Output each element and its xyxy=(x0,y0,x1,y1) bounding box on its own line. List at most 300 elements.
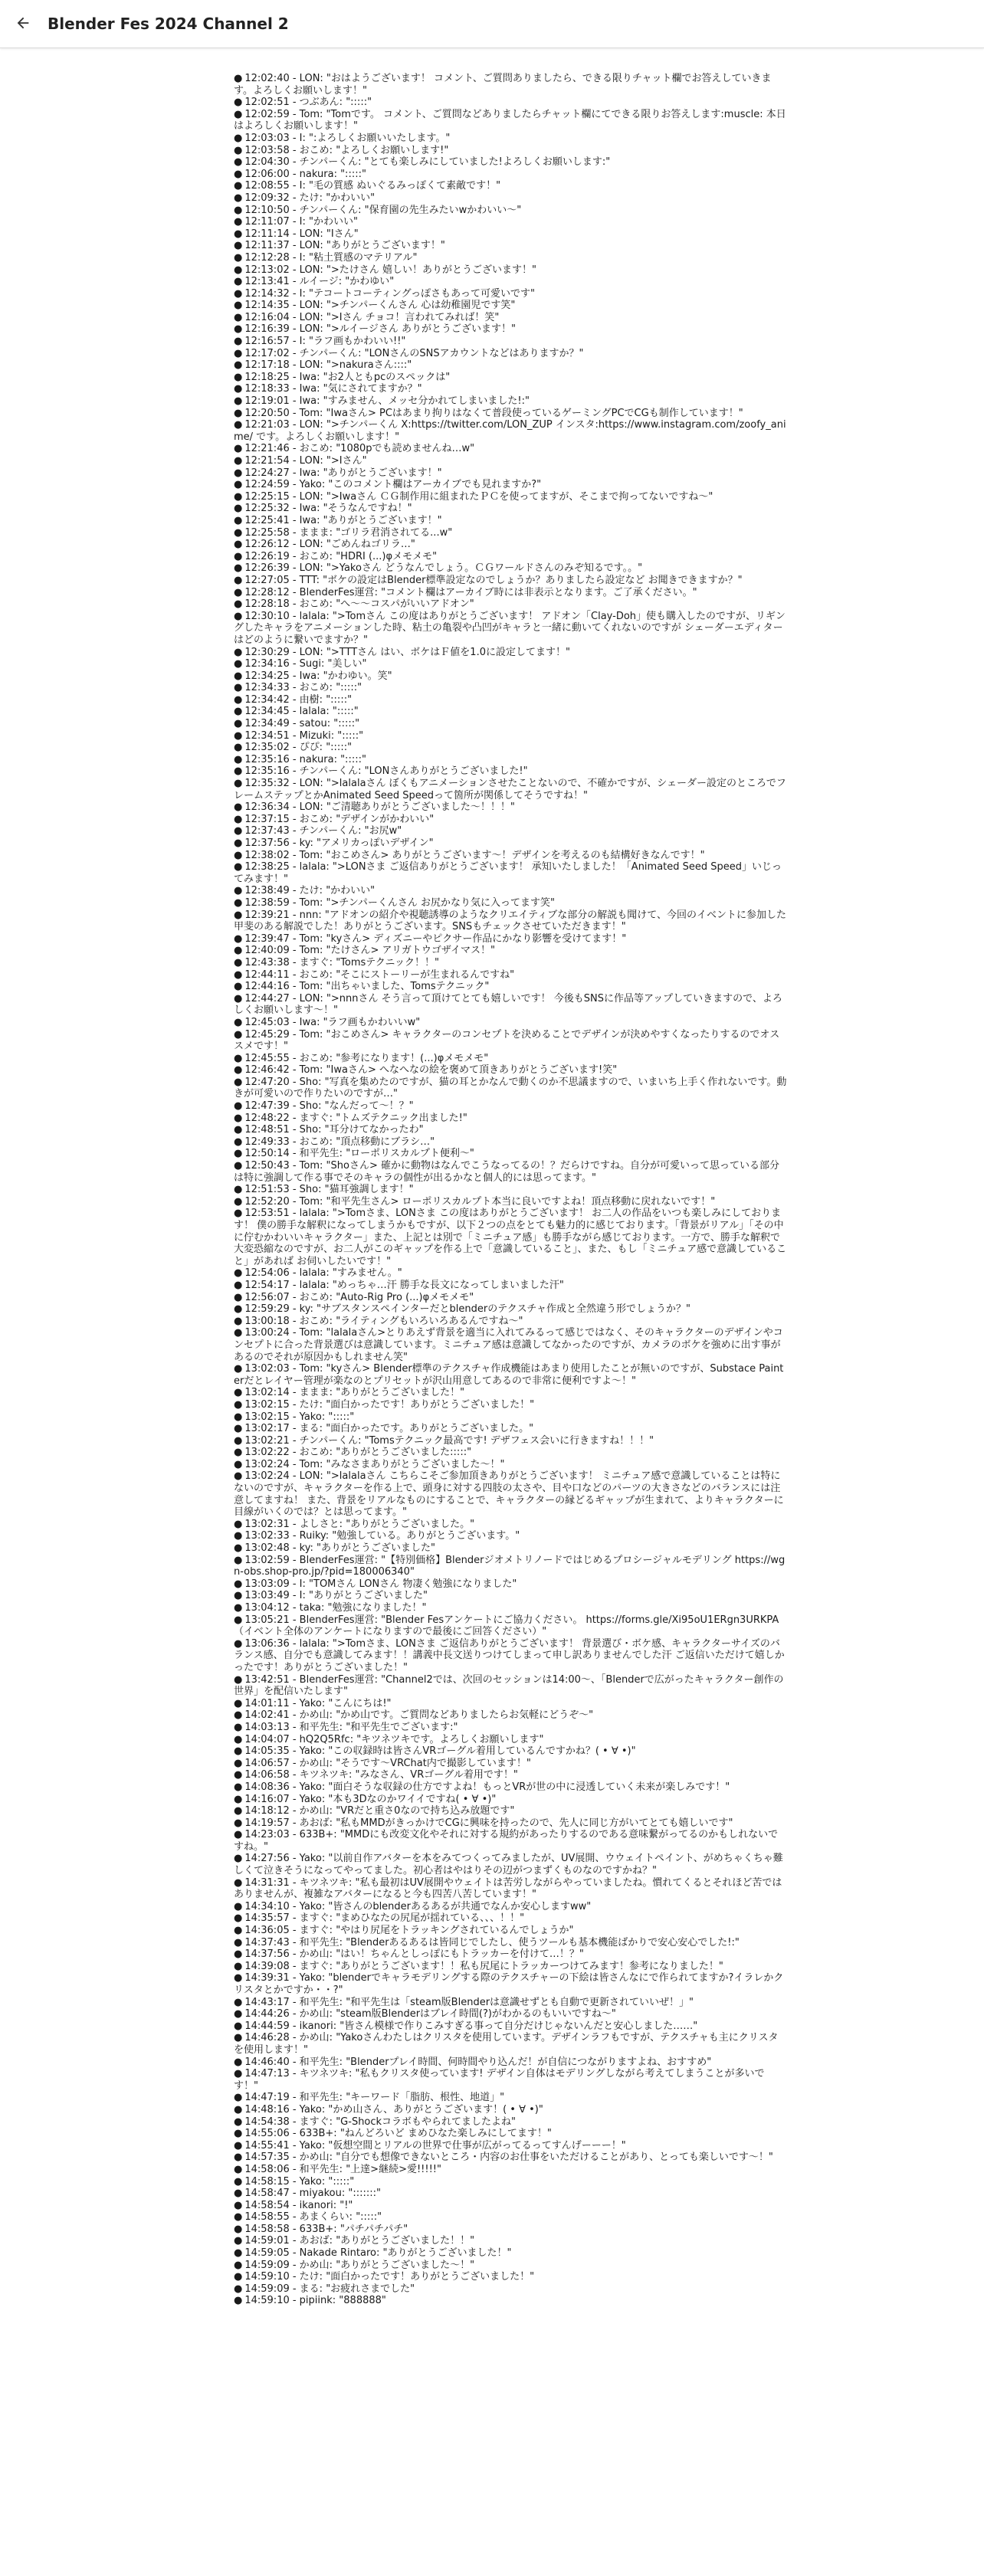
chat-message xyxy=(234,372,787,384)
chat-message-text: 14:01:11 - Yako: "こんにちは!" xyxy=(244,1697,392,1709)
bullet-icon: ● xyxy=(234,347,243,359)
bullet-icon: ● xyxy=(234,2247,243,2260)
chat-message xyxy=(234,933,787,946)
bullet-icon: ● xyxy=(234,2188,243,2200)
chat-message xyxy=(234,1411,787,1424)
chat-message-text: 14:04:07 - hQ2Q5Rfc: "キツネツキです。よろしくお願いします" xyxy=(244,1733,544,1745)
chat-message-text: 13:05:21 - BlenderFes運営: "Blender Fesアンケートにご協力ください。 https://forms.gle/Xi95oU1ERgn3URKPA （イベント全体のアンケートになりますので最後にご回答ください）" xyxy=(234,1614,779,1638)
chat-message xyxy=(234,1303,787,1316)
bullet-icon: ● xyxy=(234,1208,243,1220)
bullet-icon: ● xyxy=(234,2152,243,2164)
chat-message xyxy=(234,587,787,599)
bullet-icon: ● xyxy=(234,1291,243,1303)
chat-message xyxy=(234,1829,787,1853)
chat-message xyxy=(234,300,787,312)
chat-message-text: 12:20:50 - Tom: "Iwaさん> PCはあまり拘りはなくて普段使っているゲーミングPCでCGも制作しています！" xyxy=(244,407,743,419)
chat-message xyxy=(234,180,787,192)
chat-message xyxy=(234,2283,787,2296)
chat-message-text: 14:55:06 - 633B+: "ねんどろいど まめひなた楽しみにしてます！" xyxy=(244,2128,552,2140)
chat-message xyxy=(234,1602,787,1614)
chat-message-text: 12:17:18 - LON: ">nakuraさん::::" xyxy=(244,359,412,372)
chat-message-text: 13:04:12 - taka: "勉強になりました！" xyxy=(244,1602,427,1614)
bullet-icon: ● xyxy=(234,1900,243,1912)
chat-message xyxy=(234,2152,787,2164)
chat-message-text: 12:21:46 - おこめ: "1080pでも読めませんね…w" xyxy=(244,443,475,455)
bullet-icon: ● xyxy=(234,646,243,658)
back-button[interactable] xyxy=(8,8,38,39)
chat-message-text: 12:17:02 - チンパーくん: "LONさんのSNSアカウントなどはありますか？" xyxy=(244,347,584,359)
chat-message xyxy=(234,1937,787,1949)
chat-message-text: 13:02:15 - たけ: "面白かったです！ありがとうございました！" xyxy=(244,1398,535,1411)
chat-message xyxy=(234,479,787,491)
chat-message xyxy=(234,1698,787,1710)
bullet-icon: ● xyxy=(234,885,243,897)
chat-message-text: 12:44:16 - Tom: "出ちゃいました、Tomsテクニック" xyxy=(244,981,490,993)
chat-message xyxy=(234,1877,787,1901)
bullet-icon: ● xyxy=(234,1697,243,1709)
bullet-icon: ● xyxy=(234,1733,243,1745)
bullet-icon: ● xyxy=(234,765,243,778)
bullet-icon: ● xyxy=(234,2056,243,2068)
bullet-icon: ● xyxy=(234,586,243,598)
chat-message-text: 13:02:03 - Tom: "kyさん> Blender標準のテクスチャ作成機能はあまり使用したことが無いのですが、Substace Painterだとレイヤー管理が楽なのとプリセットが沢山用意してあるので非常に便利ですよ〜！" xyxy=(234,1363,784,1387)
chat-message xyxy=(234,1470,787,1518)
chat-message-text: 12:52:20 - Tom: "和平先生さん> ローポリスカルプト本当に良いですよね！頂点移動に戻れないです！" xyxy=(244,1195,716,1208)
bullet-icon: ● xyxy=(234,228,243,240)
bullet-icon: ● xyxy=(234,896,243,909)
bullet-icon: ● xyxy=(234,968,243,981)
bullet-icon: ● xyxy=(234,2259,243,2271)
bullet-icon: ● xyxy=(234,2020,243,2032)
chat-message xyxy=(234,1638,787,1674)
bullet-icon: ● xyxy=(234,849,243,861)
bullet-icon: ● xyxy=(234,981,243,993)
chat-message-text: 14:35:57 - ますぐ: "まめひなたの尻尾が揺れている、、、！！" xyxy=(244,1912,525,1925)
chat-message-text: 14:58:15 - Yako: ":::::" xyxy=(244,2175,355,2188)
bullet-icon: ● xyxy=(234,1960,243,1972)
bullet-icon: ● xyxy=(234,1853,243,1865)
bullet-icon: ● xyxy=(234,514,243,526)
chat-message xyxy=(234,1100,787,1113)
bullet-icon: ● xyxy=(234,73,243,84)
chat-message-text: 12:35:02 - ぴぴ: ":::::" xyxy=(244,742,353,754)
bullet-icon: ● xyxy=(234,2163,243,2175)
chat-message xyxy=(234,1853,787,1876)
bullet-icon: ● xyxy=(234,1793,243,1805)
chat-message-text: 12:34:49 - satou: ":::::" xyxy=(244,718,360,730)
bullet-icon: ● xyxy=(234,658,243,670)
chat-message-text: 12:38:49 - たけ: "かわいい" xyxy=(244,885,376,897)
chat-message-text: 12:39:21 - nnn: "アドオンの紹介や視聴誘導のようなクリエイティブな部分の解説も聞けて、今回のイベントに参加した甲斐のある解説でした！ありがとうございます。SNSもチェックさせていただきます！" xyxy=(234,909,786,933)
bullet-icon: ● xyxy=(234,395,243,408)
bullet-icon: ● xyxy=(234,1554,243,1566)
chat-message-text: 14:23:03 - 633B+: "MMDにも改変文化やそれに対する規約があったりするのである意味繋がってるのかもしれないですね。" xyxy=(234,1829,779,1853)
chat-message-text: 12:11:37 - LON: "ありがとうございます！" xyxy=(244,240,445,252)
chat-message xyxy=(234,598,787,611)
chat-message-text: 14:44:59 - ikanori: "皆さん模様で作りこみすぎる事って自分だけじゃないんだと安心しました……" xyxy=(244,2020,698,2032)
arrow-left-icon xyxy=(15,15,31,34)
chat-message xyxy=(234,611,787,647)
chat-message-text: 14:58:58 - 633B+: "パチパチパチ" xyxy=(244,2223,408,2235)
chat-message xyxy=(234,192,787,205)
bullet-icon: ● xyxy=(234,1721,243,1733)
chat-message xyxy=(234,1530,787,1542)
chat-message xyxy=(234,861,787,885)
chat-message xyxy=(234,2247,787,2260)
chat-message xyxy=(234,1280,787,1292)
bullet-icon: ● xyxy=(234,455,243,467)
chat-message-text: 12:03:58 - おこめ: "よろしくお願いします!" xyxy=(244,144,449,156)
chat-message xyxy=(234,1555,787,1578)
top-bar xyxy=(0,0,984,48)
chat-message xyxy=(234,1972,787,1996)
chat-message xyxy=(234,1208,787,1267)
chat-message xyxy=(234,359,787,372)
bullet-icon: ● xyxy=(234,1363,243,1375)
chat-message xyxy=(234,1901,787,1913)
chat-message xyxy=(234,1709,787,1722)
bullet-icon: ● xyxy=(234,359,243,372)
bullet-icon: ● xyxy=(234,1948,243,1961)
chat-message xyxy=(234,1758,787,1770)
chat-message-text: 12:49:33 - おこめ: "頂点移動にブラシ…" xyxy=(244,1136,435,1148)
chat-message xyxy=(234,216,787,228)
chat-message xyxy=(234,1542,787,1555)
chat-message-text: 14:58:06 - 和平先生: "上達>継続>愛!!!!!" xyxy=(244,2163,441,2175)
chat-message-text: 14:46:28 - かめ山: "Yakoさんわたしはクリスタを使用しています。デザインラフもですが、テクスチャも主にクリスタを使用します！" xyxy=(234,2032,779,2056)
chat-message xyxy=(234,993,787,1017)
chat-message xyxy=(234,1794,787,1806)
bullet-icon: ● xyxy=(234,2116,243,2128)
chat-message xyxy=(234,323,787,336)
bullet-icon: ● xyxy=(234,1673,243,1686)
bullet-icon: ● xyxy=(234,1184,243,1196)
chat-message-text: 12:34:42 - 由樹: ":::::" xyxy=(244,693,353,706)
chat-message xyxy=(234,2092,787,2104)
bullet-icon: ● xyxy=(234,251,243,264)
bullet-icon: ● xyxy=(234,909,243,921)
chat-message-text: 14:58:47 - miyakou: ":::::::" xyxy=(244,2188,382,2200)
chat-message-text: 12:48:22 - ますぐ: "トムズテクニック出ました!" xyxy=(244,1112,467,1124)
bullet-icon: ● xyxy=(234,2139,243,2152)
chat-message xyxy=(234,205,787,217)
chat-message-text: 14:59:01 - あおば: "ありがとうございました！！" xyxy=(244,2235,475,2247)
chat-message xyxy=(234,850,787,862)
chat-message xyxy=(234,694,787,706)
bullet-icon: ● xyxy=(234,2211,243,2224)
chat-message xyxy=(234,945,787,957)
chat-message-text: 12:34:33 - おこめ: ":::::" xyxy=(244,682,362,694)
chat-message xyxy=(234,503,787,515)
chat-message-text: 12:18:33 - Iwa: "気にされてますか？" xyxy=(244,383,422,395)
chat-message xyxy=(234,252,787,264)
bullet-icon: ● xyxy=(234,932,243,945)
chat-message-text: 12:13:02 - LON: ">たけさん 嬉しい！ありがとうございます！" xyxy=(244,264,536,276)
chat-message-text: 12:35:32 - LON: ">lalalaさん ぼくもアニメーションさせたことないので、不確かですが、シェーダー設定のところでフレームステップとかAnimated Seed Speedって箇所が関係してそうですね！" xyxy=(234,778,786,801)
bullet-icon: ● xyxy=(234,2199,243,2211)
chat-message-text: 14:36:05 - ますぐ: "やはり尻尾をトラッキングされているんでしょうか" xyxy=(244,1925,574,1937)
bullet-icon: ● xyxy=(234,419,243,431)
bullet-icon: ● xyxy=(234,1745,243,1758)
chat-message-text: 12:14:35 - LON: ">チンパーくんさん 心は幼稚園児です笑" xyxy=(244,300,516,312)
bullet-icon: ● xyxy=(234,2271,243,2283)
bullet-icon: ● xyxy=(234,276,243,288)
bullet-icon: ● xyxy=(234,837,243,849)
bullet-icon: ● xyxy=(234,1303,243,1316)
chat-message xyxy=(234,1136,787,1149)
chat-message xyxy=(234,443,787,455)
chat-message xyxy=(234,742,787,754)
chat-message-text: 12:09:32 - たけ: "かわいい" xyxy=(244,192,376,204)
chat-message xyxy=(234,1948,787,1961)
bullet-icon: ● xyxy=(234,729,243,742)
chat-message xyxy=(234,1722,787,1734)
chat-message xyxy=(234,264,787,277)
chat-message-text: 12:38:25 - lalala: ">LONさま ご返信ありがとうございます！ 承知いたしました！「Animated Seed Speed」いじってみます！" xyxy=(234,861,782,885)
bullet-icon: ● xyxy=(234,2235,243,2247)
chat-message-text: 14:59:09 - まる: "お疲れさまでした" xyxy=(244,2283,415,2295)
chat-message-text: 14:59:09 - かめ山: "ありがとうございました〜！" xyxy=(244,2259,475,2271)
bullet-icon: ● xyxy=(234,1817,243,1829)
bullet-icon: ● xyxy=(234,670,243,682)
bullet-icon: ● xyxy=(234,1016,243,1028)
bullet-icon: ● xyxy=(234,1315,243,1327)
bullet-icon: ● xyxy=(234,778,243,790)
bullet-icon: ● xyxy=(234,1398,243,1411)
bullet-icon: ● xyxy=(234,1279,243,1291)
bullet-icon: ● xyxy=(234,1578,243,1590)
chat-message-text: 12:34:51 - Mizuki: ":::::" xyxy=(244,729,364,742)
chat-message-text: 13:02:48 - ky: "ありがとうございました" xyxy=(244,1542,435,1555)
chat-message xyxy=(234,240,787,252)
chat-message xyxy=(234,885,787,897)
chat-message xyxy=(234,312,787,324)
chat-message-text: 12:25:41 - Iwa: "ありがとうございます！" xyxy=(244,514,442,526)
chat-message xyxy=(234,647,787,659)
chat-message-text: 12:30:10 - lalala: ">Tomさん この度はありがとうございます！ アドオン「Clay-Doh」使も購入したのですが、リギングしたキャラをアニメーションした時、粘土の亀裂や凸凹がキャラと一緒に動いてくれないのですが シェーダーエディターはどのように繋いでますか？" xyxy=(234,610,786,646)
chat-message-text: 12:25:58 - ままま: "ゴリラ君消されてる...w" xyxy=(244,526,453,539)
bullet-icon: ● xyxy=(234,574,243,586)
chat-message-text: 12:06:00 - nakura: ":::::" xyxy=(244,168,366,180)
chat-message xyxy=(234,1029,787,1053)
bullet-icon: ● xyxy=(234,1602,243,1614)
chat-message-text: 14:48:16 - Yako: "かめ山さん、ありがとうございます！( • ∀ •)" xyxy=(244,2103,543,2116)
chat-message-text: 12:03:03 - I: ":よろしくお願いいたします。" xyxy=(244,132,451,144)
bullet-icon: ● xyxy=(234,503,243,515)
chat-message-text: 13:02:31 - よしさと: "ありがとうございました。" xyxy=(244,1518,475,1530)
chat-message xyxy=(234,1674,787,1698)
chat-message-text: 14:59:10 - たけ: "面白かったです！ありがとうございました！" xyxy=(244,2271,535,2283)
chat-message xyxy=(234,2068,787,2092)
chat-message xyxy=(234,969,787,982)
chat-message-text: 14:43:17 - 和平先生: "和平先生は「steam版Blenderは意識せずとも自動で更新されていいぜ！」" xyxy=(244,1996,694,2008)
chat-message-text: 14:58:55 - あまくらい: ":::::" xyxy=(244,2211,382,2224)
chat-message-text: 13:02:17 - まる: "面白かったです。ありがとうございました。" xyxy=(244,1423,534,1435)
chat-message xyxy=(234,156,787,169)
chat-message-text: 12:26:19 - おこめ: "HDRI (...)φメモメモ" xyxy=(244,550,438,562)
chat-message-text: 14:03:13 - 和平先生: "和平先生でございます:" xyxy=(244,1721,458,1733)
bullet-icon: ● xyxy=(234,1447,243,1459)
bullet-icon: ● xyxy=(234,1972,243,1984)
bullet-icon: ● xyxy=(234,144,243,156)
chat-message-text: 12:47:20 - Sho: "写真を集めたのですが、猫の耳とかなんで動くのか不思議ますので、いまいち上手く作れないです。動きが可愛いので作りたいのですが…" xyxy=(234,1076,787,1100)
chat-message-text: 12:47:39 - Sho: "なんだって〜！？" xyxy=(244,1100,414,1113)
chat-message xyxy=(234,145,787,157)
chat-message xyxy=(234,228,787,241)
bullet-icon: ● xyxy=(234,2175,243,2188)
chat-message xyxy=(234,1435,787,1447)
chat-message xyxy=(234,1961,787,1973)
chat-message-text: 14:44:26 - かめ山: "steam版Blenderはブレイ時間(?)がわかるのもいいですね〜" xyxy=(244,2008,616,2020)
bullet-icon: ● xyxy=(234,742,243,754)
chat-message xyxy=(234,1064,787,1077)
chat-message-text: 14:55:41 - Yako: "仮想空間とリアルの世界で仕事が広がってるってすんげーーー！" xyxy=(244,2139,626,2152)
bullet-icon: ● xyxy=(234,1423,243,1435)
chat-message xyxy=(234,825,787,837)
chat-message-text: 12:37:15 - おこめ: "デザインがかわいい" xyxy=(244,813,435,825)
chat-message-text: 13:02:59 - BlenderFes運営: "【特別価格】Blenderジオメトリノードではじめるプロシージャルモデリング https://wgn-obs.shop-pro.jp/?pid=180006340" xyxy=(234,1554,786,1578)
chat-message xyxy=(234,467,787,480)
chat-message xyxy=(234,575,787,587)
chat-message xyxy=(234,527,787,539)
chat-message-text: 12:21:03 - LON: ">チンパーくん X:https://twitter.com/LON_ZUP インスタ:https://www.instagram.com/zoofy_anime/ です。よろしくお願いします！" xyxy=(234,419,786,443)
chat-message xyxy=(234,2020,787,2033)
chat-message-text: 14:46:40 - 和平先生: "Blenderプレイ時間、何時間やり込んだ！が自信につながりますよね、おすすめ" xyxy=(244,2056,712,2068)
chat-message-text: 12:28:18 - おこめ: "へ〜〜コスパがいいアドオン" xyxy=(244,598,474,611)
bullet-icon: ● xyxy=(234,323,243,336)
bullet-icon: ● xyxy=(234,1757,243,1769)
bullet-icon: ● xyxy=(234,550,243,562)
chat-message-text: 12:54:06 - lalala: "すみません。" xyxy=(244,1267,402,1280)
bullet-icon: ● xyxy=(234,2223,243,2235)
chat-message-text: 13:02:14 - ままま: "ありがとうございました！" xyxy=(244,1387,465,1399)
chat-message xyxy=(234,133,787,145)
bullet-icon: ● xyxy=(234,1530,243,1542)
chat-message xyxy=(234,1148,787,1160)
chat-message xyxy=(234,97,787,109)
bullet-icon: ● xyxy=(234,1434,243,1447)
chat-message-text: 14:06:58 - キツネツキ: "みなさん、VRゴーグル着用です！" xyxy=(244,1769,518,1781)
chat-message xyxy=(234,1113,787,1125)
chat-message-text: 12:56:07 - おこめ: "Auto-Rig Pro (...)φメモメモ" xyxy=(244,1291,474,1303)
chat-message-text: 13:02:33 - Ruiky: "勉強している。ありがとうございます。" xyxy=(244,1530,520,1542)
chat-message xyxy=(234,455,787,467)
chat-message-text: 12:51:53 - Sho: "猫耳強調します！" xyxy=(244,1184,414,1196)
chat-message-text: 12:44:27 - LON: ">nnnさん そう言って頂けてとても嬉しいです！ 今後もSNSに作品等アップしていきますので、よろしくお願いします〜！" xyxy=(234,992,782,1017)
chat-message xyxy=(234,491,787,503)
chat-message-text: 14:58:54 - ikanori: "!" xyxy=(244,2199,353,2211)
chat-message xyxy=(234,2224,787,2236)
chat-message-text: 12:39:47 - Tom: "kyさん> ディズニーやピクサー作品にかなり影響を受けてます！" xyxy=(244,932,627,945)
chat-message-text: 12:38:59 - Tom: ">チンパーくんさん お尻かなり気に入ってます笑" xyxy=(244,896,555,909)
chat-message-text: 14:27:56 - Yako: "以前自作アバターを本をみてつくってみましたが、UV展開、ウウェイトペイント、がめちゃくちゃ難しくて泣きそうになってやってました。初心者はやはりその辺がつまずくものなのですかね？" xyxy=(234,1853,783,1877)
chat-message-text: 14:59:05 - Nakade Rintaro: "ありがとうございました！" xyxy=(244,2247,512,2260)
chat-message xyxy=(234,1399,787,1411)
chat-message xyxy=(234,1327,787,1363)
chat-message-text: 14:16:07 - Yako: "本も3Dなのかワイイですね( • ∀ •)" xyxy=(244,1793,497,1805)
chat-message xyxy=(234,1423,787,1435)
chat-message-text: 12:14:32 - I: "テコートコーティングっぽさもあって可愛いです" xyxy=(244,287,536,300)
chat-message xyxy=(234,765,787,778)
chat-message xyxy=(234,2200,787,2212)
chat-message xyxy=(234,658,787,670)
bullet-icon: ● xyxy=(234,108,243,120)
chat-message xyxy=(234,551,787,563)
chat-message-text: 12:48:51 - Sho: "耳分けてなかったわ" xyxy=(244,1124,424,1136)
chat-message-text: 14:02:41 - かめ山: "かめ山です。ご質問などありましたらお気軽にどうぞ〜" xyxy=(244,1709,594,1722)
bullet-icon: ● xyxy=(234,132,243,144)
chat-message xyxy=(234,1124,787,1136)
bullet-icon: ● xyxy=(234,956,243,968)
bullet-icon: ● xyxy=(234,1925,243,1937)
chat-message xyxy=(234,1590,787,1602)
chat-message xyxy=(234,2116,787,2129)
chat-message xyxy=(234,1805,787,1817)
chat-message-text: 12:30:29 - LON: ">TTTさん はい、ボケはＦ値を1.0に設定してます！" xyxy=(244,646,570,658)
bullet-icon: ● xyxy=(234,1100,243,1113)
chat-message xyxy=(234,754,787,766)
chat-message-text: 12:27:05 - TTT: "ボケの設定はBlender標準設定なのでしょうか？ありましたら設定など お聞きできますか？" xyxy=(244,574,743,586)
chat-message xyxy=(234,2295,787,2307)
page-title: Blender Fes 2024 Channel 2 xyxy=(48,15,289,33)
bullet-icon: ● xyxy=(234,1769,243,1781)
chat-message-text: 12:13:41 - ルイージ: "かわゆい" xyxy=(244,276,395,288)
chat-message-text: 14:37:43 - 和平先生: "Blenderあるあるは皆同じでしたし、使うツールも基本機能ばかりで安心安心でした!:" xyxy=(244,1936,740,1948)
bullet-icon: ● xyxy=(234,192,243,204)
chat-message xyxy=(234,2057,787,2069)
bullet-icon: ● xyxy=(234,1052,243,1064)
chat-message xyxy=(234,348,787,360)
bullet-icon: ● xyxy=(234,1148,243,1160)
chat-message xyxy=(234,2008,787,2020)
chat-message-text: 14:37:56 - かめ山: "はい！ちゃんとしっぽにもトラッカーを付けて…！？" xyxy=(244,1948,584,1961)
chat-message xyxy=(234,2188,787,2200)
bullet-icon: ● xyxy=(234,1458,243,1470)
bullet-icon: ● xyxy=(234,467,243,479)
chat-message xyxy=(234,1053,787,1065)
chat-message xyxy=(234,539,787,551)
bullet-icon: ● xyxy=(234,1542,243,1555)
chat-message xyxy=(234,2032,787,2056)
chat-message xyxy=(234,1447,787,1459)
chat-message-text: 12:37:56 - ky: "アメリカっぽいデザイン" xyxy=(244,837,434,849)
bullet-icon: ● xyxy=(234,204,243,216)
chat-message-text: 13:02:21 - チンパーくん: "Tomsテクニック最高です! デザフェス会いに行きますね！！！" xyxy=(244,1434,654,1447)
bullet-icon: ● xyxy=(234,1387,243,1399)
chat-message-text: 13:00:24 - Tom: "lalalaさん>とりあえず背景を適当に入れてみるって感じではなく、そのキャラクターのデザインやコンセプトに合った背景選びは意識しています。ミニチュア感は意識してなかったのですが、カメラのボケを強めに出す事があるのでそれが原因かもしれません笑" xyxy=(234,1327,783,1363)
chat-message-text: 12:24:27 - Iwa: "ありがとうございます！" xyxy=(244,467,442,479)
chat-message-text: 14:08:36 - Yako: "面白そうな収録の仕方ですよね！もっとVRが世の中に浸透していく未来が楽しみです！" xyxy=(244,1781,730,1793)
bullet-icon: ● xyxy=(234,813,243,825)
chat-message xyxy=(234,1745,787,1758)
chat-message xyxy=(234,1769,787,1781)
chat-message xyxy=(234,909,787,933)
chat-message-text: 13:02:22 - おこめ: "ありがとうございました:::::" xyxy=(244,1447,472,1459)
chat-message-text: 14:05:35 - Yako: "この収録時は皆さんVRゴーグル着用しているんですかね？( • ∀ •)" xyxy=(244,1745,636,1758)
chat-message-text: 12:34:25 - Iwa: "かわゆい。笑" xyxy=(244,670,392,682)
chat-message-text: 12:11:07 - I: "かわいい" xyxy=(244,216,358,228)
chat-message xyxy=(234,109,787,133)
chat-message-text: 12:28:12 - BlenderFes運営: "コメント欄はアーカイブ時には非表示となります。ご了承ください。" xyxy=(244,586,697,598)
chat-message xyxy=(234,169,787,181)
chat-message-text: 12:26:39 - LON: ">Yakoさん どうなんでしょう。ＣＧワールドさんのみぞ知るです。。" xyxy=(244,562,643,575)
bullet-icon: ● xyxy=(234,1518,243,1530)
chat-message xyxy=(234,1196,787,1208)
chat-message xyxy=(234,682,787,694)
bullet-icon: ● xyxy=(234,610,243,622)
bullet-icon: ● xyxy=(234,336,243,348)
bullet-icon: ● xyxy=(234,598,243,611)
